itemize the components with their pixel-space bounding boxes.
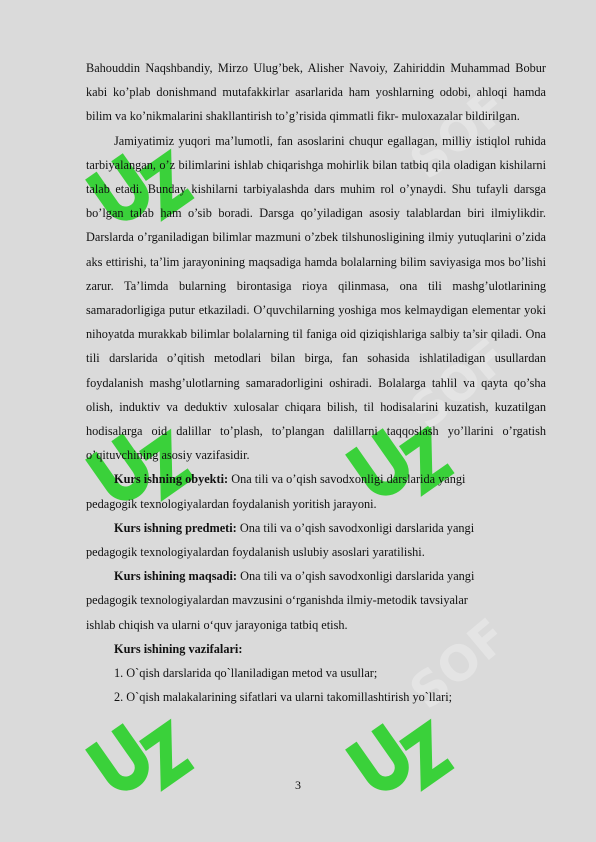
object-text-2: pedagogik texnologiyalardan foydalanish yoritish jarayoni. (86, 496, 377, 511)
page-number: 3 (295, 778, 301, 792)
subject-label: Kurs ishning predmeti: (114, 520, 237, 535)
list-item: 2. O`qish malakalarining sifatlari va ularni takomillashtirish yo`llari; (114, 690, 453, 705)
object-label: Kurs ishning obyekti: (114, 472, 229, 487)
page-content (86, 56, 546, 709)
svg-text:SOF: SOF (399, 78, 519, 191)
subject-text-2: pedagogik texnologiyalardan foydalanish uslubiy asoslari yaratilishi. (86, 545, 425, 560)
list-item: 1. O`qish darslarida qo`llaniladigan metod va usullar; (114, 666, 378, 681)
goal-text-3: ishlab chiqish va ularni o‘quv jarayoniga tatbiq etish. (86, 617, 348, 632)
watermark-logo (330, 690, 470, 830)
course-subject (86, 516, 546, 564)
goal-label: Kurs ishining maqsadi: (114, 569, 238, 584)
course-tasks (86, 637, 546, 710)
svg-text:SOF: SOF (399, 328, 519, 441)
object-text-1: Ona tili va o’qish savodxonligi darslarida yangi (228, 472, 466, 487)
tasks-label: Kurs ishining vazifalari: (114, 641, 243, 656)
svg-text:SOF: SOF (399, 608, 519, 721)
paragraph-intro: Bahouddin Naqshbandiy, Mirzo Ulug’bek, Alisher Navoiy, Zahiriddin Muhammad Bobur kabi ko’plab donishmand mutafakkirlar asarlarida ham yoshlarning odobi, ahloqi hamda bilim va ko’nikmalarini shakllantirish to’g’risida qimmatli fikr- muloxazalar bildirilgan. (86, 61, 546, 124)
tasks-list (86, 661, 546, 709)
course-object (86, 467, 546, 515)
goal-text-2: pedagogik texnologiyalardan mavzusini o‘rganishda ilmiy-metodik tavsiyalar (86, 593, 468, 608)
course-goal (86, 564, 546, 637)
watermark-logo (70, 690, 210, 830)
subject-text-1: Ona tili va o’qish savodxonligi darslarida yangi (236, 520, 475, 535)
goal-text-1: Ona tili va o’qish savodxonligi darslarida yangi (237, 569, 475, 584)
paragraph-main: Jamiyatimiz yuqori ma’lumotli, fan asoslarini chuqur egallagan, milliy istiqlol ruhida tarbiyalangan, o’z bilimlarini ishlab chiqarishga mohirlik bilan tatbiq qila oladigan kishilarni talab etadi. Bunday kishilarni tarbiyalashda dars muhim rol o’ynaydi. Shu tufayli darsga bo’lgan talab ham o’sib boradi. Darsga qo’yiladigan asosiy talablardan biri ilmiylikdir. Darslarda o’rganiladigan bilimlar mazmuni o’zbek tilshunosligining ilmiy yutuqlarini o’zida aks ettirishi, ta’lim jarayonining maqsadiga hamda bolalarning bilim saviyasiga mos bo’lishi zarur. Ta’limda bularning birontasiga rioya qilinmasa, ona tili mashg’ulotlarining samaradorligiga putur etkaziladi. O’quvchilarning yoshiga mos kelmaydigan elementar yoki nihoyatda murakkab bilimlar bolalarning til faniga oid qiziqishlariga salbiy ta’sir qiladi. Ona tili darslarida o’qitish metodlari bilan birga, fan sohasida ishlatiladigan usullardan foydalanish mashg’ulotlarning samaradorligini oshiradi. Bolalarga tahlil va qayta qo’sha olish, induktiv va deduktiv xulosalar chiqara bilish, til hodisalarini kuzatish, kuzatilgan hodisalarga oid dalillar to’plash, to’plangan dalillarni taqqoslash yo’llarini o’rgatish o’qituvchining asosiy vazifasidir. (86, 133, 546, 463)
